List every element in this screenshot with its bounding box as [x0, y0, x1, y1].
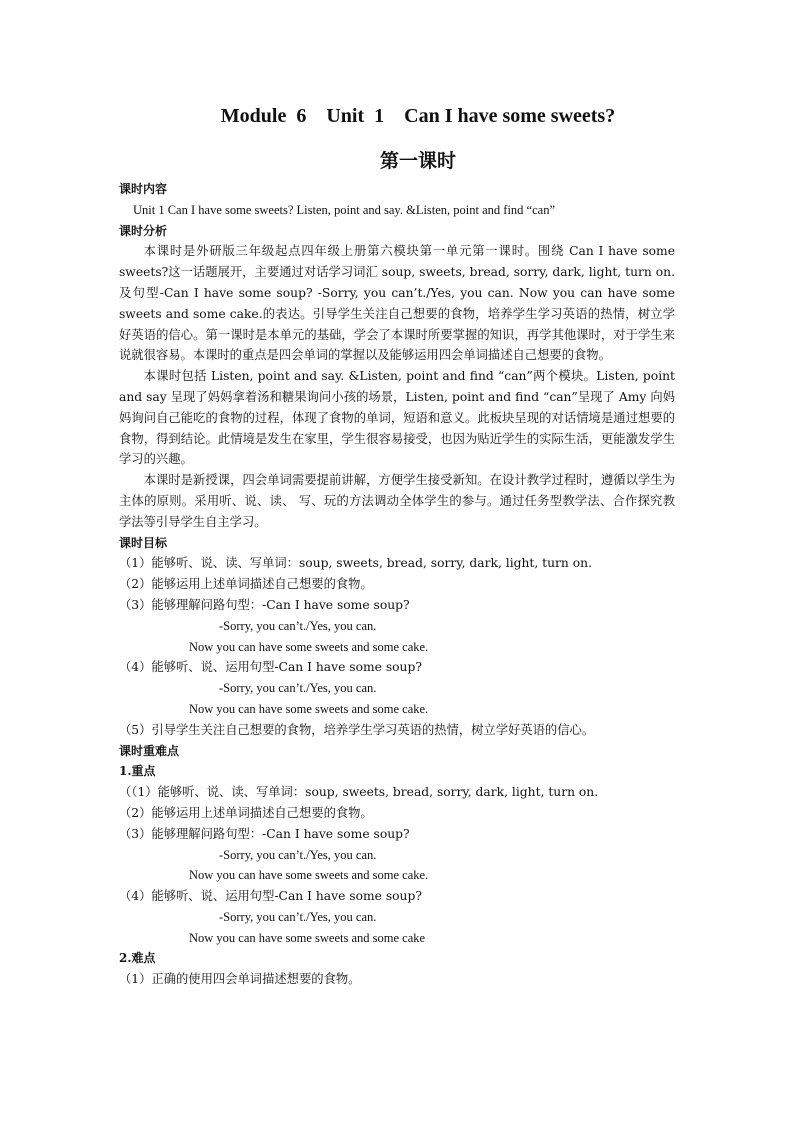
key-item: （4）能够听、说、运用句型-Can I have some soup?	[119, 889, 422, 904]
page-title: Module 6 Unit 1 Can I have some sweets?	[220, 105, 616, 127]
analysis-paragraph-2: 本课时包括 Listen, point and say. &Listen, point and find “can”两个模块。Listen, point and say 呈现了妈妈拿着汤和糖果询问小孩的场景，Listen, point and find “can”呈现了 Amy 向妈妈询问自己能吃的食物的过程，体现了食物的单词，短语和意义。此板块呈现的对话情境是通过想要的食物，得到结论。此情境是发生在家里，学生很容易接受，也因为贴近学生的实际生活，更能激发学生学习的兴趣。	[119, 369, 675, 467]
key-item: （3）能够理解问路句型：-Can I have some soup?	[119, 826, 410, 841]
goal-item: Now you can have some sweets and some cake.	[189, 639, 429, 654]
subheading-key: 1.重点	[119, 764, 156, 779]
page-subtitle: 第一课时	[379, 150, 456, 172]
difficulty-item: （1）正确的使用四会单词描述想要的食物。	[119, 972, 361, 987]
key-item: （2）能够运用上述单词描述自己想要的食物。	[119, 805, 373, 820]
goal-item: Now you can have some sweets and some cake.	[189, 701, 429, 716]
key-item: -Sorry, you can’t./Yes, you can.	[219, 847, 377, 862]
analysis-paragraph-1: 本课时是外研版三年级起点四年级上册第六模块第一单元第一课时。围绕 Can I have some sweets?这一话题展开，主要通过对话学习词汇 soup, sweets, bread, sorry, dark, light, turn on.及句型-Can I have some soup? -Sorry, you can’t./Yes, you can. Now you can have some sweets and some cake.的表达。引导学生关注自己想要的食物，培养学生学习英语的热情，树立学好英语的信心。第一课时是本单元的基础，学会了本课时所要掌握的知识，再学其他课时，对于学生来说就很容易。本课时的重点是四会单词的掌握以及能够运用四会单词描述自己想要的食物。	[119, 244, 675, 363]
goal-item: （2）能够运用上述单词描述自己想要的食物。	[119, 577, 373, 592]
goal-item: （1）能够听、说、读、写单词：soup, sweets, bread, sorry, dark, light, turn on.	[119, 556, 592, 571]
goal-item: -Sorry, you can’t./Yes, you can.	[219, 681, 377, 696]
section-heading-analysis: 课时分析	[119, 223, 168, 238]
analysis-paragraph-3: 本课时是新授课，四会单词需要提前讲解，方便学生接受新知。在设计教学过程时，遵循以学生为主体的原则。采用听、说、读、 写、玩的方法调动全体学生的参与。通过任务型教学法、合作探究教学法等引导学生自主学习。	[119, 473, 675, 529]
key-item: -Sorry, you can’t./Yes, you can.	[219, 909, 377, 924]
subheading-difficulty: 2.难点	[119, 951, 156, 966]
goal-item: （5）引导学生关注自己想要的食物，培养学生学习英语的热情，树立学好英语的信心。	[119, 722, 595, 737]
section-heading-goals: 课时目标	[119, 535, 168, 550]
section-heading-content: 课时内容	[119, 182, 168, 196]
content-line: Unit 1 Can I have some sweets? Listen, point and say. &Listen, point and find “can”	[133, 202, 556, 217]
document-body	[119, 179, 675, 990]
goal-item: -Sorry, you can’t./Yes, you can.	[219, 618, 377, 633]
section-heading-keypoints: 课时重难点	[119, 743, 180, 758]
key-item: （（1）能够听、说、读、写单词：soup, sweets, bread, sorry, dark, light, turn on.	[119, 785, 599, 800]
key-item: Now you can have some sweets and some cake	[189, 930, 426, 945]
goal-item: （4）能够听、说、运用句型-Can I have some soup?	[119, 660, 422, 675]
key-item: Now you can have some sweets and some cake.	[189, 868, 429, 883]
goal-item: （3）能够理解问路句型：-Can I have some soup?	[119, 597, 410, 612]
